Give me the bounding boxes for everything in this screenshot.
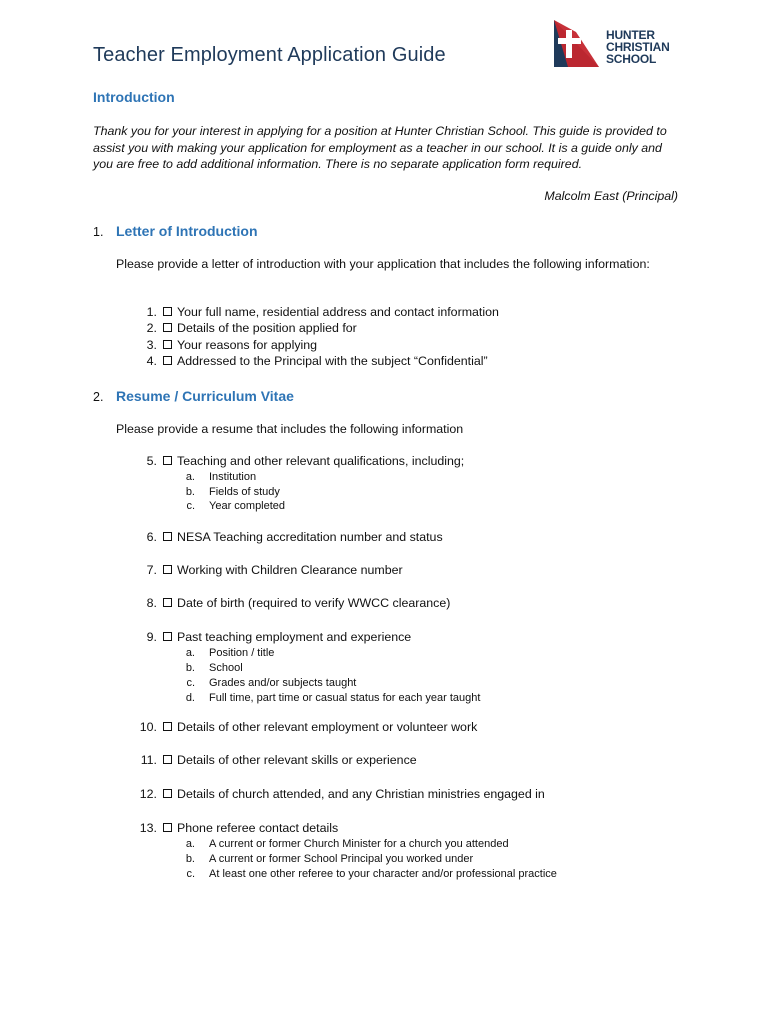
section-2-paragraph: Please provide a resume that includes the following information — [116, 422, 464, 436]
sub-text: Fields of study — [209, 486, 280, 498]
item-number: 13. — [139, 821, 157, 835]
logo-line-2: CHRISTIAN — [606, 40, 670, 54]
sub-letter: c. — [186, 868, 195, 880]
sub-text: Year completed — [209, 500, 286, 512]
checklist-item — [139, 821, 339, 835]
checkbox-icon — [163, 823, 172, 832]
section-1-title: Letter of Introduction — [116, 223, 258, 239]
sub-text: School — [209, 662, 243, 674]
sub-letter: b. — [185, 486, 195, 498]
item-text: Details of church attended, and any Christian ministries engaged in — [177, 787, 545, 801]
item-number: 9. — [146, 630, 157, 644]
item-number: 3. — [146, 338, 157, 352]
sub-letter: a. — [185, 647, 195, 659]
checklist-item — [146, 454, 465, 468]
section-1-number: 1. — [93, 225, 104, 239]
sub-item — [186, 500, 286, 512]
checklist-item — [139, 720, 478, 734]
item-number: 8. — [146, 596, 157, 610]
item-number: 1. — [146, 305, 157, 319]
sub-letter: a. — [185, 838, 195, 850]
item-text: Details of other relevant employment or volunteer work — [177, 720, 478, 734]
checkbox-icon — [163, 340, 172, 349]
item-number: 4. — [146, 354, 157, 368]
checklist-item — [146, 563, 403, 577]
checklist-item — [146, 321, 357, 335]
sub-item — [185, 471, 257, 483]
logo-wordmark — [606, 29, 670, 65]
item-text: Details of the position applied for — [177, 321, 357, 335]
checkbox-icon — [163, 532, 172, 541]
checkbox-icon — [163, 307, 172, 316]
item-text: Teaching and other relevant qualifications, including; — [177, 454, 465, 468]
checkbox-icon — [163, 323, 172, 332]
item-number: 12. — [139, 787, 157, 801]
item-number: 5. — [146, 454, 157, 468]
sub-item — [185, 838, 509, 850]
item-text: Past teaching employment and experience — [177, 630, 412, 644]
sub-item — [185, 662, 243, 674]
sub-item — [186, 868, 557, 880]
sub-text: Position / title — [209, 647, 275, 659]
sub-letter: c. — [186, 500, 195, 512]
sub-letter: a. — [185, 471, 195, 483]
sub-text: A current or former School Principal you worked under — [209, 853, 474, 865]
sub-text: A current or former Church Minister for a church you attended — [209, 838, 509, 850]
school-logo — [552, 20, 682, 70]
checkbox-icon — [163, 789, 172, 798]
logo-line-1: HUNTER — [606, 28, 655, 42]
item-number: 2. — [146, 321, 157, 335]
sub-letter: b. — [185, 853, 195, 865]
checklist-item — [146, 354, 488, 368]
checklist-item — [146, 596, 451, 610]
item-text: NESA Teaching accreditation number and status — [177, 530, 443, 544]
checkbox-icon — [163, 722, 172, 731]
logo-emblem-icon — [552, 20, 604, 70]
item-number: 10. — [139, 720, 157, 734]
sub-item — [185, 486, 280, 498]
checkbox-icon — [163, 755, 172, 764]
sub-text: Grades and/or subjects taught — [209, 677, 357, 689]
checkbox-icon — [163, 356, 172, 365]
section-2-number: 2. — [93, 390, 104, 404]
item-text: Working with Children Clearance number — [177, 563, 403, 577]
intro-paragraph: Thank you for your interest in applying for a position at Hunter Christian School. This guide is provided to assist you with making your application for employment as a teacher in our school. It is a guide only and you are free to add additional information. There is no separate application form required. — [93, 124, 667, 171]
sub-item — [186, 677, 357, 689]
item-number: 7. — [146, 563, 157, 577]
item-number: 11. — [140, 753, 157, 767]
item-text: Phone referee contact details — [177, 821, 339, 835]
checklist-item — [139, 787, 545, 801]
checklist-item — [146, 630, 412, 644]
sub-item — [185, 647, 275, 659]
sub-text: Institution — [209, 471, 257, 483]
item-number: 6. — [146, 530, 157, 544]
sub-text: Full time, part time or casual status for each year taught — [209, 692, 481, 704]
checklist-item — [146, 338, 318, 352]
sub-letter: d. — [185, 692, 195, 704]
item-text: Your reasons for applying — [177, 338, 318, 352]
intro-heading: Introduction — [93, 89, 175, 105]
checklist-item — [140, 753, 417, 767]
section-2-title: Resume / Curriculum Vitae — [116, 388, 294, 404]
sub-letter: c. — [186, 677, 195, 689]
item-text: Your full name, residential address and contact information — [177, 305, 499, 319]
checklist-item — [146, 305, 499, 319]
sub-item — [185, 692, 481, 704]
checkbox-icon — [163, 632, 172, 641]
checklist-item — [146, 530, 443, 544]
checkbox-icon — [163, 598, 172, 607]
principal-signature: Malcolm East (Principal) — [544, 189, 678, 203]
sub-letter: b. — [185, 662, 195, 674]
item-text: Addressed to the Principal with the subject “Confidential” — [177, 354, 488, 368]
section-1-paragraph: Please provide a letter of introduction with your application that includes the following information: — [116, 257, 650, 271]
item-text: Details of other relevant skills or experience — [177, 753, 417, 767]
page-title: Teacher Employment Application Guide — [93, 44, 446, 66]
item-text: Date of birth (required to verify WWCC clearance) — [177, 596, 451, 610]
logo-line-3: SCHOOL — [606, 52, 657, 66]
checkbox-icon — [163, 456, 172, 465]
sub-item — [185, 853, 474, 865]
checkbox-icon — [163, 565, 172, 574]
sub-text: At least one other referee to your character and/or professional practice — [209, 868, 557, 880]
